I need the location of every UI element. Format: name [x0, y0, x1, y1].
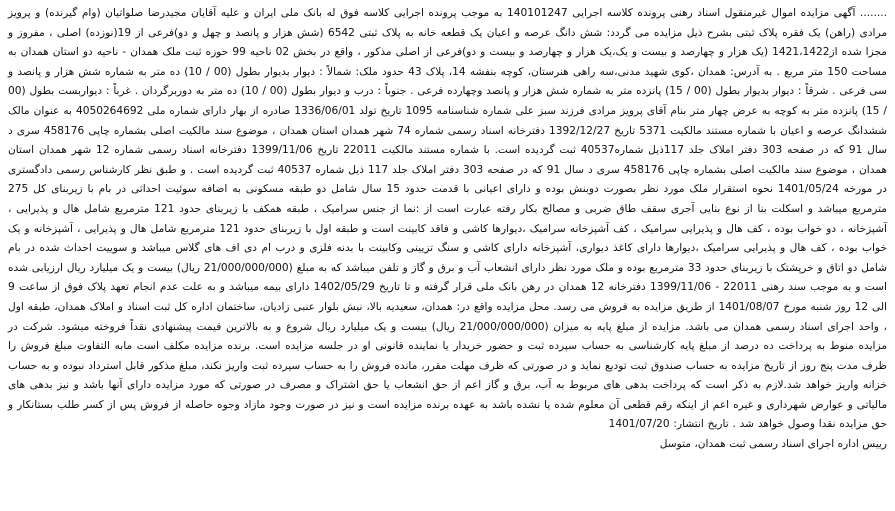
notice-signature: رییس اداره اجرای اسناد رسمی ثبت همدان، متوسل: [659, 438, 887, 451]
auction-notice-body: ........ آگهی مزایده اموال غیرمنقول اسناد رهنی پرونده کلاسه اجرایی 140101247 به موجب پرونده اجرایی کلاسه فوق له بانک ملی ایران و علیه آقایان مجیدرضا صلواتیان (وام گیرنده) و پرویز مرادی (راهن) یک فقره پلاک ثبتی بشرح ذیل مزایده می گردد: شش دانگ عرصه و اعیان یک قطعه خانه به پلاک ثبتی 6542 (شش هزار و پانصد و چهل و دو)فرعی از 19(نوزده) اصلی ، مفروز و مجزا شده از1421،1422 (یک هزار و چهارصد و بیست و یک،یک هزار و چهارصد و بیست و دو)فرعی از اصلی مذکور ، واقع در بخش 02 ناحیه 99 حوزه ثبت ملک همدان - ناحیه دو استان همدان به مساحت 150 متر مربع . به آدرس: همدان ،کوی شهید مدنی،سه راهی هنرستان، کوچه بنفشه 14، پلاک 43 حدود ملک: شمالاً : دیوار بدیوار بطول (00 / 10) ده متر به شماره شش هزار و پانصد و سی فرعی . شرقاً : دیوار بدیوار بطول (00 / 15) پانزده متر به شماره شش هزار و پانصد وچهارده فرعی . جنوباً : درب و دیوار بطول (00 / 10) ده متر به دوربرگردان . غرباً : دیواربست بطول (00 / 15) پانزده متر به کوچه به عرض چهار متر بنام آقای پرویز مرادی فرزند سبز علی شماره شناسنامه 1095 تاریخ تولد 1336/06/01 صادره از بهار دارای شماره ملی 4050264692 به عنوان مالک ششدانگ عرصه و اعیان با شماره مستند مالکیت 5371 تاریخ 1392/12/27 دفترخانه اسناد رسمی شماره 74 شهر همدان استان همدان ، موضوع سند مالکیت اصلی بشماره چاپی 458176 سری د سال 91 که در صفحه 303 دفتر املاک جلد 117ذیل شماره40537 ثبت گردیده است. با شماره مستند مالکیت 22011 تاریخ 1399/11/06 دفترخانه اسناد رسمی شماره 12 شهر همدان استان همدان ، موضوع سند مالکیت اصلی بشماره چاپی 458176 سری د سال 91 که در صفحه 303 دفتر املاک جلد 117 ذیل شماره 40537 ثبت گردیده است . و طبق نظر کارشناس رسمی دادگستری در مورخه 1401/05/24 نحوه استقرار ملک مورد نظر بصورت دوبنش بوده و دارای اعیانی با قدمت حدود 15 سال شامل دو طبقه مسکونی به اضافه سوئیت احداثی در بام با زیربنای کل 275 مترمربع میباشد و اسکلت بنا از نوع بنایی آجری سقف طاق ضربی و مصالح بکار رفته عبارت است از :نما از جنس سرامیک ، طبقه همکف با زیربنای حدود 121 مترمربع شامل هال و پذیرایی ، آشپزخانه ، دو خواب بوده ، کف هال و پذیرایی سرامیک ، کف آشپزخانه سرامیک ،دیوارها کاشی و فاقد کابینت است و طبقه اول با زیربنای حدود 121 مترمربع شامل هال و پذیرایی ، آشپزخانه و یک خواب بوده ، کف هال و پذیرایی سرامیک ،دیوارها دارای کاغذ دیواری، آشپزخانه دارای کاشی و سنگ تزیینی وکابینت با بدنه فلزی و درب ام دی اف های گلاس میباشد و سوییت احداث شده در بام شامل دو اتاق و خرپشتک با زیربنای حدود 33 مترمربع بوده و ملک مورد نظر دارای انشعاب آب و برق و گاز و تلفن میباشد که به مبلغ (21/000/000/000 ریال) بیست و یک میلیارد ریال ارزیابی شده است و به موجب سند رهنی 22011 - 1399/11/06 دفترخانه 12 همدان در رهن بانک ملی قرار گرفته و تا تاریخ 1402/05/29 دارای بیمه میباشد و به علت عدم انجام تعهد پلاک فوق از ساعت 9 الی 12 روز شنبه مورخ 1401/08/07 از طریق مزایده به فروش می رسد. محل مزایده واقع در: همدان، سعیدیه بالا، نبش بلوار عنبی زادیان، ساختمان اداره کل ثبت اسناد و املاک همدان، طبقه اول ، واحد اجرای اسناد رسمی همدان می باشد. مزایده از مبلغ پایه به میزان (21/000/000/000 ریال) بیست و یک میلیارد ریال شروع و به بالاترین قیمت پیشنهادی نقداً فروخته میشود. شرکت در مزایده منوط به پرداخت ده درصد از مبلغ پایه کارشناسی به حساب سپرده ثبت و حضور خریدار یا نماینده قانونی او در جلسه مزایده است. برنده مزایده مکلف است مابه التفاوت مبلغ فروش را ظرف مدت پنج روز از تاریخ مزایده به حساب صندوق ثبت تودیع نماید و در صورتی که ظرف مهلت مقرر، مانده فروش را به حساب سپرده ثبت واریز نکند، مبلغ مذکور قابل استرداد نبوده و به حساب خزانه واریز خواهد شد.لازم به ذکر است که پرداخت بدهی های مربوط به آب، برق و گاز اعم از حق انشعاب یا حق اشتراک و مصرف در صورتی که مورد مزایده دارای آنها باشد و نیز بدهی های مالیاتی و عوارض شهرداری و غیره اعم از اینکه رقم قطعی آن معلوم شده یا نشده باشد به عهده برنده مزایده است و نیز در صورت وجود مازاد وجوه حاصله از فروش پس از کسر طلب بستانکار و حق مزایده نقدا وصول خواهد شد . تاریخ انتشار: 1401/07/20: [8, 7, 888, 431]
